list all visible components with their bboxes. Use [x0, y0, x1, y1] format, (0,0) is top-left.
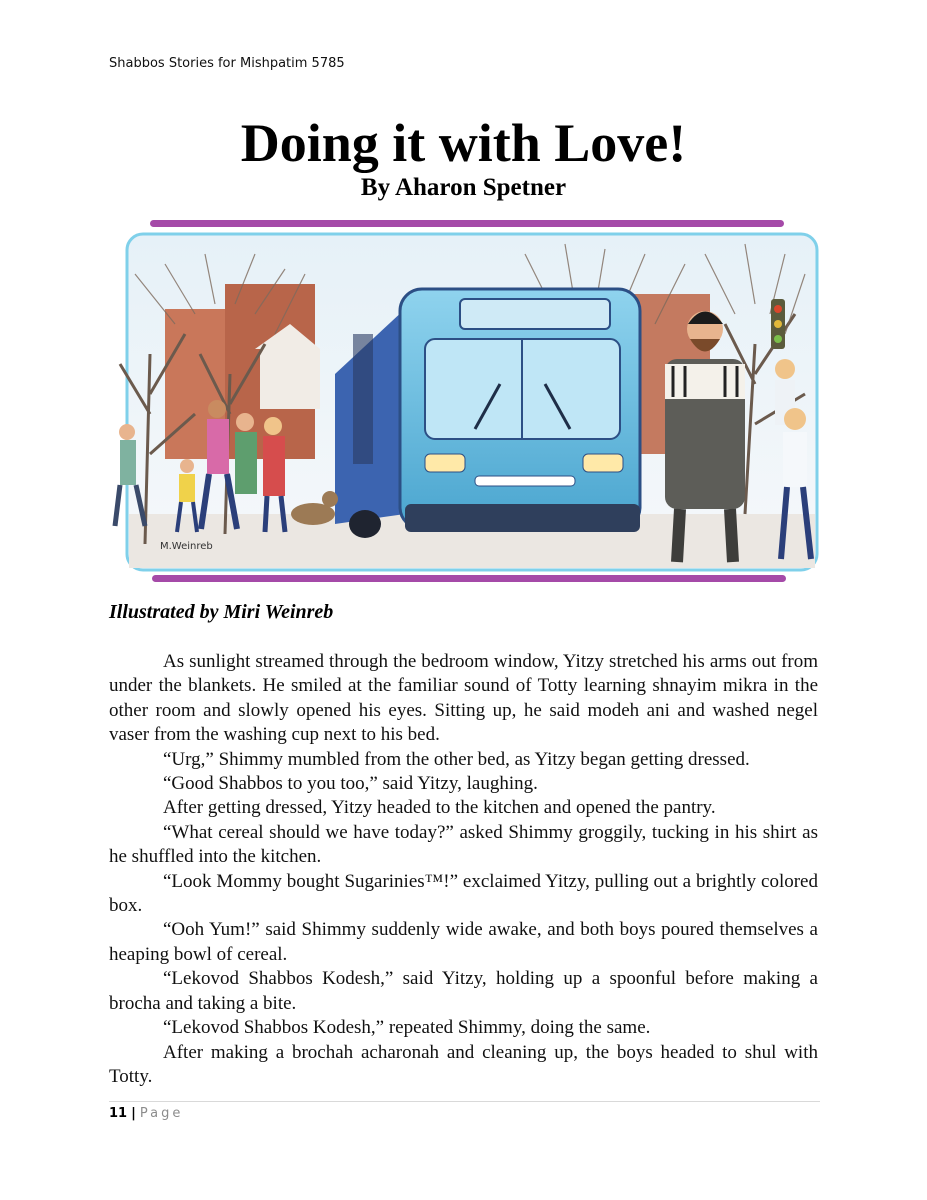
story-paragraph: “Urg,” Shimmy mumbled from the other bed, as Yitzy began getting dressed. [163, 748, 750, 770]
artist-signature: M.Weinreb [160, 541, 213, 552]
story-paragraph: “Lekovod Shabbos Kodesh,” repeated Shimmy, doing the same. [163, 1017, 651, 1039]
story-body [109, 650, 818, 1089]
story-illustration [105, 214, 830, 590]
story-title: Doing it with Love! [240, 113, 687, 173]
story-paragraph: “Look Mommy bought Sugarinies™!” exclaimed Yitzy, pulling out a brightly colored box. [109, 870, 818, 917]
story-paragraph: “What cereal should we have today?” asked Shimmy groggily, tucking in his shirt as he shuffled into the kitchen. [109, 821, 818, 868]
footer-rule [109, 1101, 820, 1102]
running-header: Shabbos Stories for Mishpatim 5785 [109, 56, 345, 71]
illustration-credit: Illustrated by Miri Weinreb [109, 601, 334, 623]
story-paragraph: “Good Shabbos to you too,” said Yitzy, laughing. [163, 773, 538, 795]
page-label: Page [139, 1106, 184, 1121]
story-paragraph: “Ooh Yum!” said Shimmy suddenly wide awake, and both boys poured themselves a heaping bowl of cereal. [109, 919, 818, 965]
page-footer [109, 1106, 183, 1121]
footer-separator: | [131, 1106, 136, 1121]
story-byline: By Aharon Spetner [360, 174, 567, 201]
page-number: 11 [109, 1106, 128, 1121]
story-paragraph: “Lekovod Shabbos Kodesh,” said Yitzy, holding up a spoonful before making a brocha and taking a bite. [109, 968, 818, 1014]
story-paragraph: As sunlight streamed through the bedroom window, Yitzy stretched his arms out from under the blankets. He smiled at the familiar sound of Totty learning shnayim mikra in the other room and slowly opened his eyes. Sitting up, he said modeh ani and washed negel vaser from the washing cup next to his bed. [109, 651, 818, 746]
story-paragraph: After getting dressed, Yitzy headed to the kitchen and opened the pantry. [163, 797, 716, 819]
accent-bar-bottom [152, 575, 786, 582]
story-paragraph: After making a brochah acharonah and cleaning up, the boys headed to shul with Totty. [109, 1041, 818, 1087]
accent-bar-top [150, 220, 784, 227]
